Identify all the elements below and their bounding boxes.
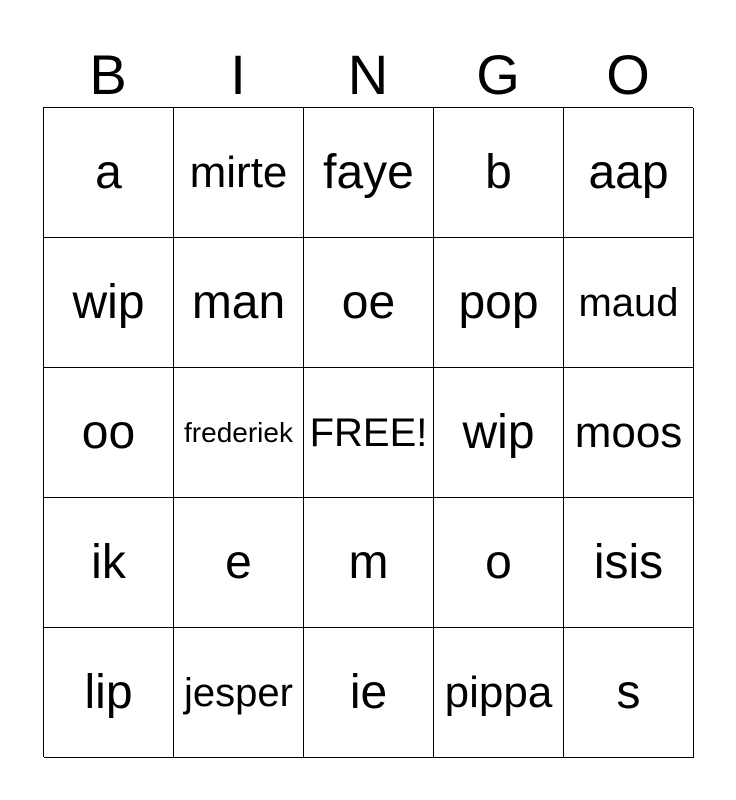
bingo-cell[interactable]: wip xyxy=(434,368,564,498)
bingo-cell[interactable]: pippa xyxy=(434,628,564,758)
free-space-cell[interactable]: FREE! xyxy=(304,368,434,498)
bingo-cell[interactable]: ie xyxy=(304,628,434,758)
bingo-cell[interactable]: s xyxy=(564,628,694,758)
bingo-cell[interactable]: b xyxy=(434,108,564,238)
header-letter-o: O xyxy=(606,43,650,106)
bingo-card-grid xyxy=(43,107,693,757)
bingo-cell[interactable]: frederiek xyxy=(174,368,304,498)
bingo-cell[interactable]: faye xyxy=(304,108,434,238)
bingo-cell[interactable]: pop xyxy=(434,238,564,368)
bingo-cell[interactable]: ik xyxy=(44,498,174,628)
bingo-header xyxy=(43,44,693,106)
bingo-cell[interactable]: aap xyxy=(564,108,694,238)
header-letter-g: G xyxy=(476,43,520,106)
bingo-cell[interactable]: o xyxy=(434,498,564,628)
bingo-cell[interactable]: moos xyxy=(564,368,694,498)
bingo-cell[interactable]: mirte xyxy=(174,108,304,238)
bingo-cell[interactable]: e xyxy=(174,498,304,628)
header-letter-i: I xyxy=(230,43,246,106)
header-letter-b: B xyxy=(89,43,127,106)
bingo-cell[interactable]: man xyxy=(174,238,304,368)
bingo-cell[interactable]: a xyxy=(44,108,174,238)
bingo-cell[interactable]: jesper xyxy=(174,628,304,758)
header-letter-n: N xyxy=(347,43,389,106)
bingo-cell[interactable]: isis xyxy=(564,498,694,628)
bingo-cell[interactable]: m xyxy=(304,498,434,628)
bingo-cell[interactable]: wip xyxy=(44,238,174,368)
bingo-cell[interactable]: maud xyxy=(564,238,694,368)
bingo-cell[interactable]: oo xyxy=(44,368,174,498)
bingo-cell[interactable]: lip xyxy=(44,628,174,758)
bingo-cell[interactable]: oe xyxy=(304,238,434,368)
